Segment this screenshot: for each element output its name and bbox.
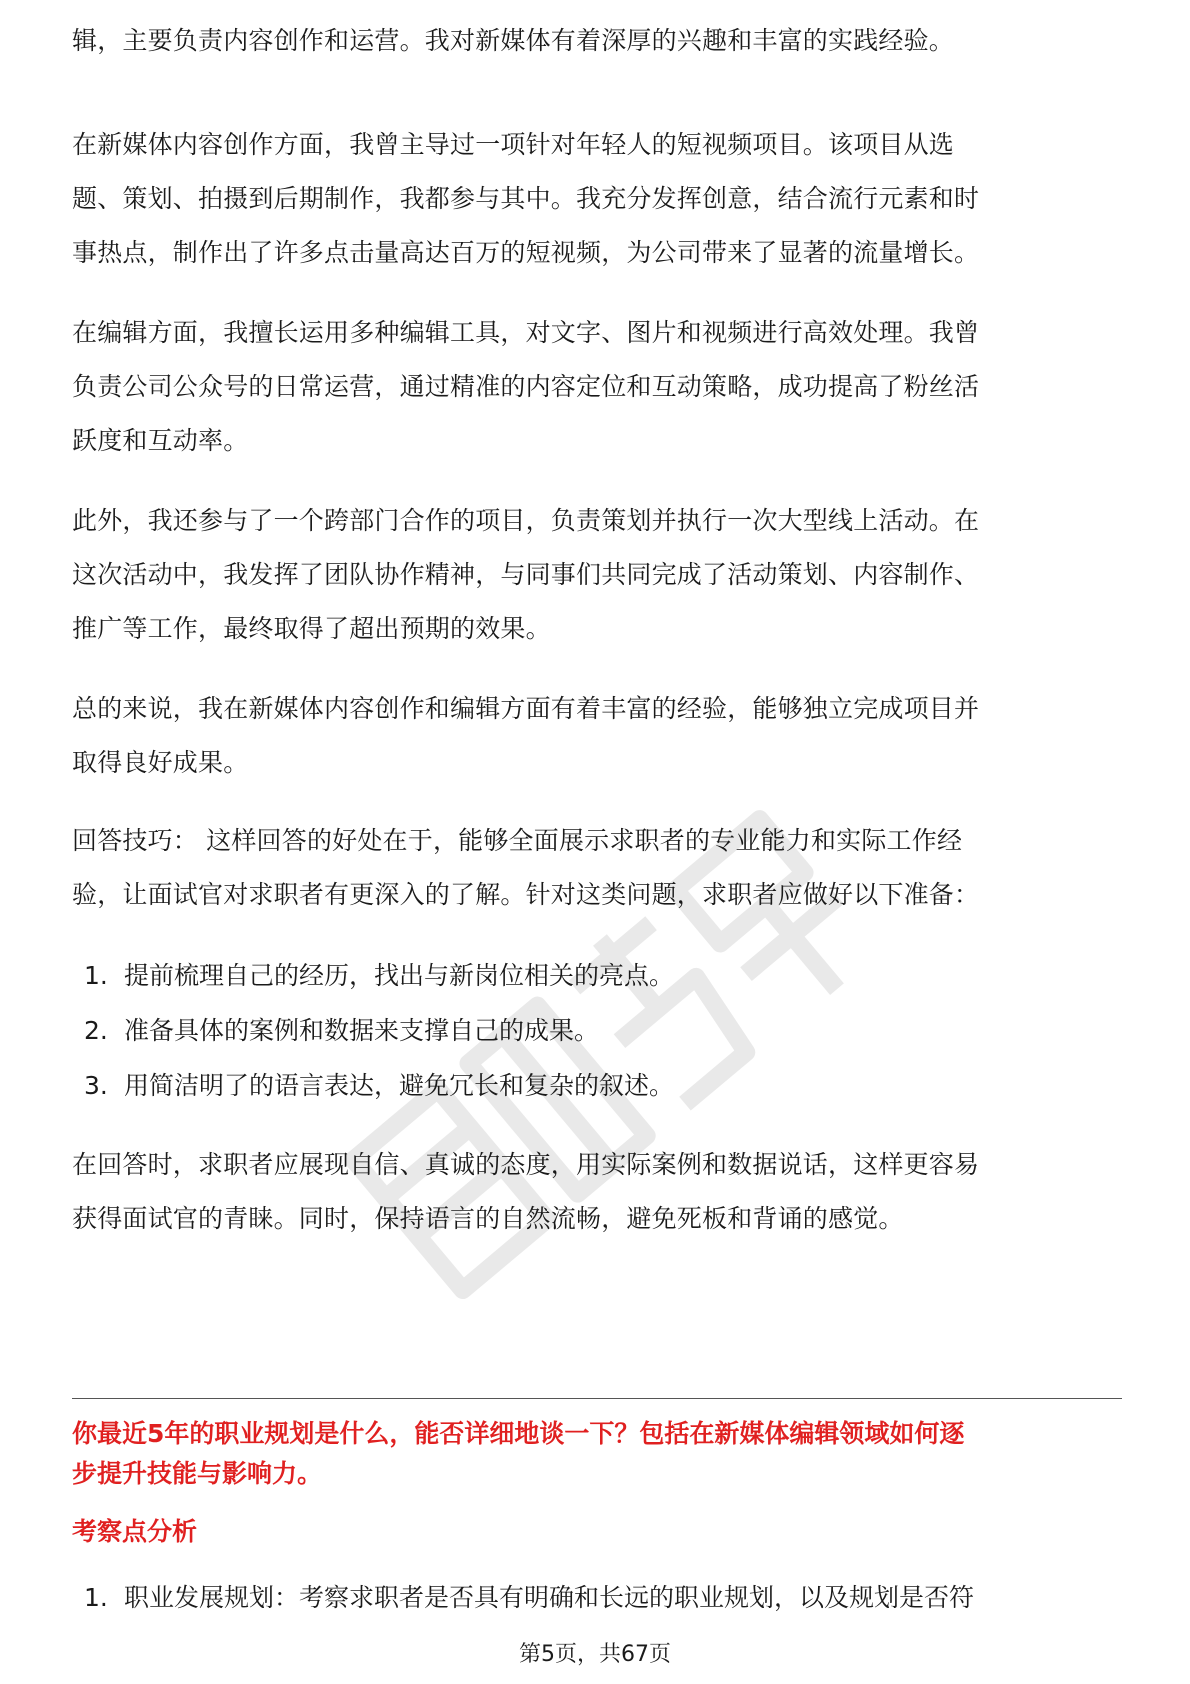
text-line: 总的来说，我在新媒体内容创作和编辑方面有着丰富的经验，能够独立完成项目并 bbox=[72, 694, 980, 723]
text-line: 验，让面试官对求职者有更深入的了解。针对这类问题，求职者应做好以下准备： bbox=[72, 880, 980, 909]
paragraph-answer-tips bbox=[72, 814, 1122, 922]
text-line: 这次活动中，我发挥了团队协作精神，与同事们共同完成了活动策划、内容制作、 bbox=[72, 560, 980, 589]
text-line: 负责公司公众号的日常运营，通过精准的内容定位和互动策略，成功提高了粉丝活 bbox=[72, 372, 980, 401]
page-number: 第5页，共67页 bbox=[519, 1642, 671, 1667]
paragraph-summary bbox=[72, 682, 1122, 790]
list-item bbox=[84, 956, 674, 996]
list-text: 提前梳理自己的经历，找出与新岗位相关的亮点。 bbox=[124, 961, 675, 990]
analysis-heading: 考察点分析 bbox=[72, 1517, 198, 1546]
paragraph-intro-end bbox=[72, 14, 1122, 68]
list-number: 1. bbox=[84, 1583, 108, 1612]
question-line: 步提升技能与影响力。 bbox=[72, 1459, 323, 1488]
list-text: 准备具体的案例和数据来支撑自己的成果。 bbox=[124, 1016, 600, 1045]
text-line: 在编辑方面，我擅长运用多种编辑工具，对文字、图片和视频进行高效处理。我曾 bbox=[72, 318, 980, 347]
list-text: 用简洁明了的语言表达，避免冗长和复杂的叙述。 bbox=[124, 1071, 675, 1100]
list-number: 3. bbox=[84, 1071, 108, 1100]
text-line: 推广等工作，最终取得了超出预期的效果。 bbox=[72, 614, 551, 643]
list-text: 职业发展规划：考察求职者是否具有明确和长远的职业规划，以及规划是否符 bbox=[124, 1583, 975, 1612]
paragraph-closing-advice bbox=[72, 1138, 1122, 1246]
paragraph-editing bbox=[72, 306, 1122, 468]
list-item bbox=[84, 1011, 599, 1051]
text-line: 在新媒体内容创作方面，我曾主导过一项针对年轻人的短视频项目。该项目从选 bbox=[72, 130, 955, 159]
text-line: 回答技巧： 这样回答的好处在于，能够全面展示求职者的专业能力和实际工作经 bbox=[72, 826, 963, 855]
question-line: 你最近5年的职业规划是什么，能否详细地谈一下？包括在新媒体编辑领域如何逐 bbox=[72, 1419, 965, 1448]
paragraph-content-creation bbox=[72, 118, 1122, 280]
list-item bbox=[84, 1066, 674, 1106]
paragraph-cross-team bbox=[72, 494, 1122, 656]
list-number: 2. bbox=[84, 1016, 108, 1045]
text-line: 题、策划、拍摄到后期制作，我都参与其中。我充分发挥创意，结合流行元素和时 bbox=[72, 184, 980, 213]
section-divider bbox=[72, 1398, 1122, 1399]
text-line: 事热点，制作出了许多点击量高达百万的短视频，为公司带来了显著的流量增长。 bbox=[72, 238, 980, 267]
text-line: 此外，我还参与了一个跨部门合作的项目，负责策划并执行一次大型线上活动。在 bbox=[72, 506, 980, 535]
text-line: 获得面试官的青睐。同时，保持语言的自然流畅，避免死板和背诵的感觉。 bbox=[72, 1204, 904, 1233]
text-line: 跃度和互动率。 bbox=[72, 426, 249, 455]
text-line: 在回答时，求职者应展现自信、真诚的态度，用实际案例和数据说话，这样更容易 bbox=[72, 1150, 980, 1179]
list-number: 1. bbox=[84, 961, 108, 990]
text-line: 辑，主要负责内容创作和运营。我对新媒体有着深厚的兴趣和丰富的实践经验。 bbox=[72, 26, 955, 55]
interview-question bbox=[72, 1414, 1122, 1494]
text-line: 取得良好成果。 bbox=[72, 748, 249, 777]
list-item bbox=[84, 1578, 974, 1618]
